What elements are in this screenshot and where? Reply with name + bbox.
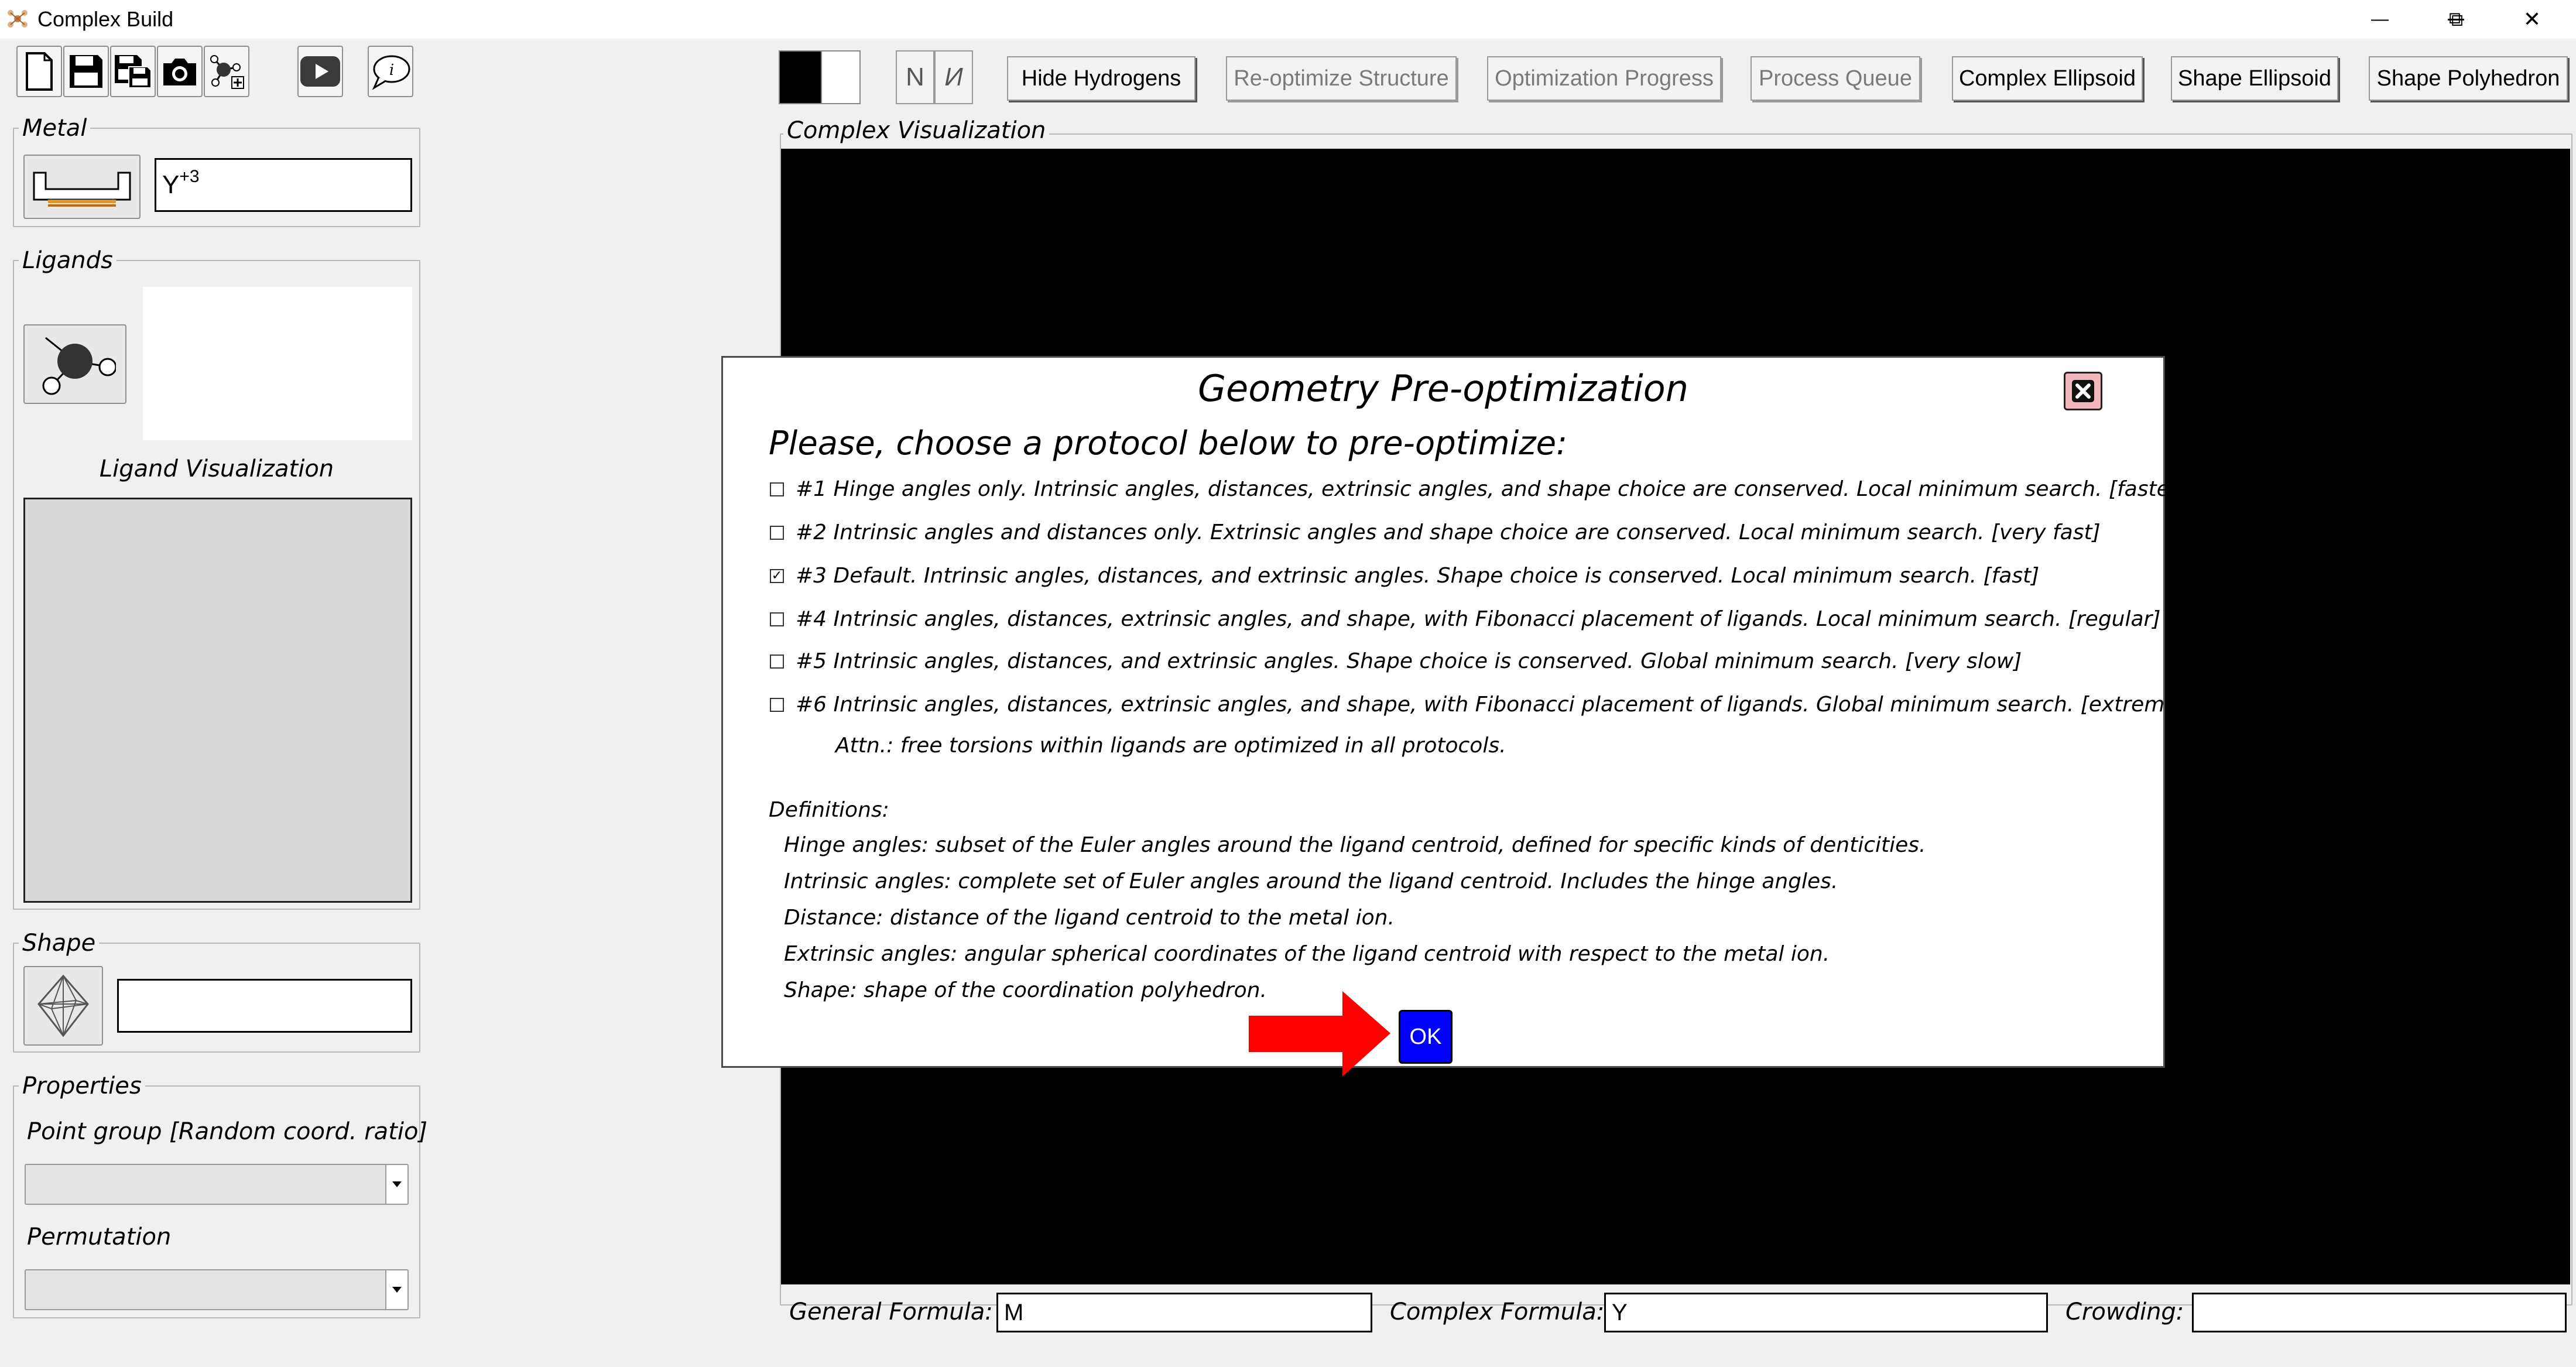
app-icon: [6, 7, 29, 30]
protocol-4-checkbox[interactable]: [770, 612, 784, 626]
checkmark-icon: ✓: [771, 568, 783, 583]
restore-glyph: ⧉: [2448, 8, 2464, 30]
protocol-6-checkbox[interactable]: [770, 698, 784, 712]
point-group-select[interactable]: [25, 1164, 409, 1205]
red-arrow-icon: [1249, 991, 1390, 1077]
save-button[interactable]: [63, 46, 109, 97]
ligand-visualization-label: Ligand Visualization: [99, 455, 334, 482]
hide-hydrogens-button[interactable]: [1007, 56, 1195, 101]
protocol-6-label: #6 Intrinsic angles, distances, extrinsic angles, and shape, with Fibonacci placement of ligands. Global minimum search. [extremely slow]: [796, 693, 2258, 717]
crowding-label: Crowding:: [2065, 1299, 2184, 1325]
play-icon: [299, 55, 341, 88]
dialog-close-button[interactable]: [2064, 372, 2102, 410]
process-queue-button[interactable]: [1751, 56, 1920, 101]
n-mirror-mode-button[interactable]: [934, 50, 973, 104]
protocol-4-label: #4 Intrinsic angles, distances, extrinsic angles, and shape, with Fibonacci placement of ligands. Local minimum search. [regular]: [796, 607, 2161, 631]
shape-label: Shape: [19, 930, 99, 957]
add-ligand-icon: [207, 52, 246, 91]
metal-field[interactable]: [155, 158, 412, 212]
protocol-1-checkbox[interactable]: [770, 482, 784, 496]
close-window-button[interactable]: [2494, 0, 2570, 39]
reoptimize-structure-label: Re-optimize Structure: [1234, 66, 1449, 91]
complex-ellipsoid-button[interactable]: [1952, 56, 2143, 101]
shape-select-button[interactable]: [23, 966, 103, 1046]
ligand-visualization-canvas[interactable]: [23, 498, 412, 903]
protocol-5-label: #5 Intrinsic angles, distances, and extrinsic angles. Shape choice is conserved. Global minimum search. [very slow]: [796, 649, 2022, 673]
metal-select-button[interactable]: [23, 155, 141, 219]
ok-button[interactable]: [1399, 1010, 1453, 1064]
chevron-down-icon: [385, 1165, 407, 1204]
shape-polyhedron-label: Shape Polyhedron: [2376, 66, 2560, 91]
ligands-label: Ligands: [19, 247, 117, 274]
attn-note: Attn.: free torsions within ligands are optimized in all protocols.: [835, 734, 1506, 758]
protocol-option-4[interactable]: [770, 607, 2160, 631]
general-formula-value: M: [1004, 1299, 1024, 1325]
permutation-select[interactable]: [25, 1269, 409, 1310]
polyhedron-icon: [34, 974, 93, 1038]
dialog-subtitle: Please, choose a protocol below to pre-optimize:: [769, 424, 1567, 462]
close-icon: [2071, 379, 2095, 403]
color-toggle: [779, 50, 861, 104]
minimize-glyph: —: [2371, 9, 2389, 29]
protocol-5-checkbox[interactable]: [770, 655, 784, 669]
metal-label: Metal: [19, 115, 90, 142]
save-as-icon: [114, 54, 152, 89]
chevron-down-icon: [385, 1270, 407, 1309]
white-background-button[interactable]: [821, 52, 859, 103]
optimization-progress-label: Optimization Progress: [1495, 66, 1714, 91]
ok-label: OK: [1409, 1024, 1442, 1049]
save-as-button[interactable]: [110, 46, 156, 97]
play-button[interactable]: [297, 46, 343, 97]
complex-formula-field[interactable]: [1604, 1293, 2048, 1332]
point-group-label: Point group [Random coord. ratio]: [27, 1118, 428, 1145]
n-mode-label: N: [906, 63, 924, 91]
protocol-option-6[interactable]: [770, 693, 2258, 717]
protocol-2-label: #2 Intrinsic angles and distances only. Extrinsic angles and shape choice are conserved. Local minimum search. [very fast]: [796, 520, 2101, 544]
camera-button[interactable]: [157, 46, 203, 97]
crowding-field[interactable]: [2192, 1293, 2567, 1332]
info-icon: [369, 53, 412, 90]
save-icon: [68, 54, 104, 89]
general-formula-field[interactable]: [996, 1293, 1372, 1332]
camera-icon: [161, 55, 198, 88]
permutation-label: Permutation: [27, 1224, 172, 1250]
restore-window-button[interactable]: [2418, 0, 2494, 39]
definition-extrinsic: Extrinsic angles: angular spherical coordinates of the ligand centroid with respect to the metal ion.: [784, 942, 1830, 966]
shape-ellipsoid-button[interactable]: [2171, 56, 2338, 101]
title-bar: [0, 0, 2576, 39]
ligand-list[interactable]: [143, 287, 412, 440]
complex-visualization-label: Complex Visualization: [783, 117, 1049, 144]
protocol-3-label: #3 Default. Intrinsic angles, distances, and extrinsic angles. Shape choice is conserved. Local minimum search. [fast]: [796, 564, 2040, 588]
definition-intrinsic: Intrinsic angles: complete set of Euler angles around the ligand centroid. Includes the hinge angles.: [784, 869, 1838, 893]
win-controls: [2342, 0, 2576, 39]
protocol-2-checkbox[interactable]: [770, 526, 784, 540]
window-title: Complex Build: [37, 7, 174, 31]
process-queue-label: Process Queue: [1759, 66, 1912, 91]
new-file-button[interactable]: [16, 46, 62, 97]
definition-hinge: Hinge angles: subset of the Euler angles around the ligand centroid, defined for specific kinds of denticities.: [784, 833, 1926, 857]
black-background-button[interactable]: [780, 52, 821, 103]
shape-field[interactable]: [117, 979, 412, 1033]
properties-label: Properties: [19, 1073, 145, 1099]
general-formula-label: General Formula:: [789, 1299, 993, 1325]
protocol-1-label: #1 Hinge angles only. Intrinsic angles, distances, extrinsic angles, and shape choice are conserved. Local minimum search. [fastest]: [796, 477, 2197, 501]
protocol-option-3[interactable]: [770, 564, 2039, 588]
info-button[interactable]: [368, 46, 413, 97]
hide-hydrogens-label: Hide Hydrogens: [1021, 66, 1181, 91]
close-glyph: ✕: [2523, 7, 2541, 31]
new-file-icon: [25, 52, 54, 91]
protocol-option-1[interactable]: [770, 477, 2197, 501]
complex-ellipsoid-label: Complex Ellipsoid: [1958, 66, 2136, 91]
metal-tray-icon: [30, 163, 133, 210]
definition-distance: Distance: distance of the ligand centroid to the metal ion.: [784, 906, 1395, 930]
ligand-molecule-icon: [34, 332, 116, 396]
complex-formula-value: Y: [1612, 1299, 1628, 1325]
shape-ellipsoid-label: Shape Ellipsoid: [2178, 66, 2331, 91]
protocol-3-checkbox[interactable]: [770, 569, 784, 583]
n-mirror-mode-label: И: [944, 63, 963, 91]
metal-value-base: Y: [162, 170, 180, 199]
definitions-title: Definitions:: [769, 798, 889, 822]
n-mode-button[interactable]: [896, 50, 934, 104]
svg-text:i: i: [389, 61, 395, 79]
definition-shape: Shape: shape of the coordination polyhedron.: [784, 978, 1267, 1002]
ligand-select-button[interactable]: [23, 324, 126, 404]
metal-value-charge: +3: [179, 167, 200, 186]
geometry-preoptimization-dialog: [721, 356, 2258, 1068]
reoptimize-structure-button[interactable]: [1226, 56, 1457, 101]
protocol-option-5[interactable]: [770, 649, 2022, 673]
complex-formula-label: Complex Formula:: [1390, 1299, 1605, 1325]
minimize-window-button[interactable]: [2342, 0, 2418, 39]
optimization-progress-button[interactable]: [1487, 56, 1721, 101]
dialog-title: Geometry Pre-optimization: [1198, 367, 1688, 410]
add-ligand-button[interactable]: [204, 46, 249, 97]
protocol-option-2[interactable]: [770, 520, 2101, 544]
shape-polyhedron-button[interactable]: [2369, 56, 2568, 101]
